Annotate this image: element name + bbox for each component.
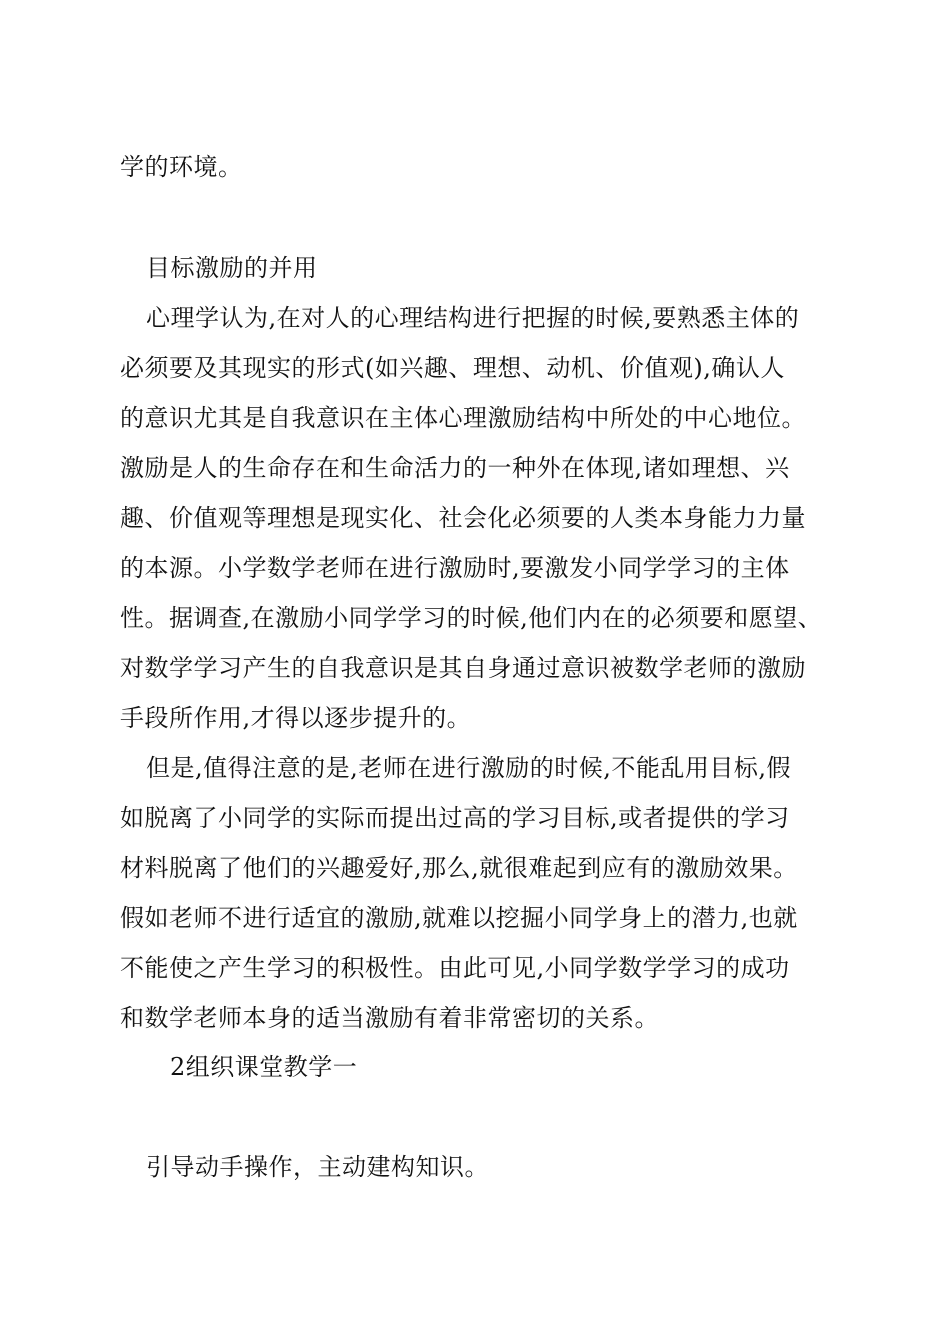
paragraph-line: 手段所作用,才得以逐步提升的。	[120, 704, 472, 732]
paragraph-line: 激励是人的生命存在和生命活力的一种外在体现,诸如理想、兴	[120, 454, 790, 482]
paragraph-line: 的意识尤其是自我意识在主体心理激励结构中所处的中心地位。	[120, 404, 806, 432]
paragraph-line: 趣、价值观等理想是现实化、社会化必须要的人类本身能力力量	[120, 504, 806, 532]
paragraph-line: 如脱离了小同学的实际而提出过高的学习目标,或者提供的学习	[120, 804, 790, 832]
paragraph-line: 心理学认为,在对人的心理结构进行把握的时候,要熟悉主体的	[146, 304, 800, 332]
continuation-text: 学的环境。	[120, 153, 243, 181]
paragraph-line: 对数学学习产生的自我意识是其自身通过意识被数学老师的激励	[120, 654, 806, 682]
paragraph-line: 和数学老师本身的适当激励有着非常密切的关系。	[120, 1004, 659, 1032]
paragraph-line: 必须要及其现实的形式(如兴趣、理想、动机、价值观),确认人	[120, 354, 785, 382]
paragraph-line: 但是,值得注意的是,老师在进行激励的时候,不能乱用目标,假	[146, 754, 792, 782]
subheading: 2组织课堂教学一	[170, 1053, 358, 1081]
closing-line: 引导动手操作，主动建构知识。	[146, 1153, 489, 1181]
paragraph-line: 性。据调查,在激励小同学学习的时候,他们内在的必须要和愿望、	[120, 604, 823, 632]
paragraph-line: 假如老师不进行适宜的激励,就难以挖掘小同学身上的潜力,也就	[120, 904, 798, 932]
paragraph-line: 不能使之产生学习的积极性。由此可见,小同学数学学习的成功	[120, 954, 790, 982]
paragraph-line: 材料脱离了他们的兴趣爱好,那么,就很难起到应有的激励效果。	[120, 854, 798, 882]
paragraph-line: 的本源。小学数学老师在进行激励时,要激发小同学学习的主体	[120, 554, 790, 582]
section-heading: 目标激励的并用	[146, 254, 318, 282]
